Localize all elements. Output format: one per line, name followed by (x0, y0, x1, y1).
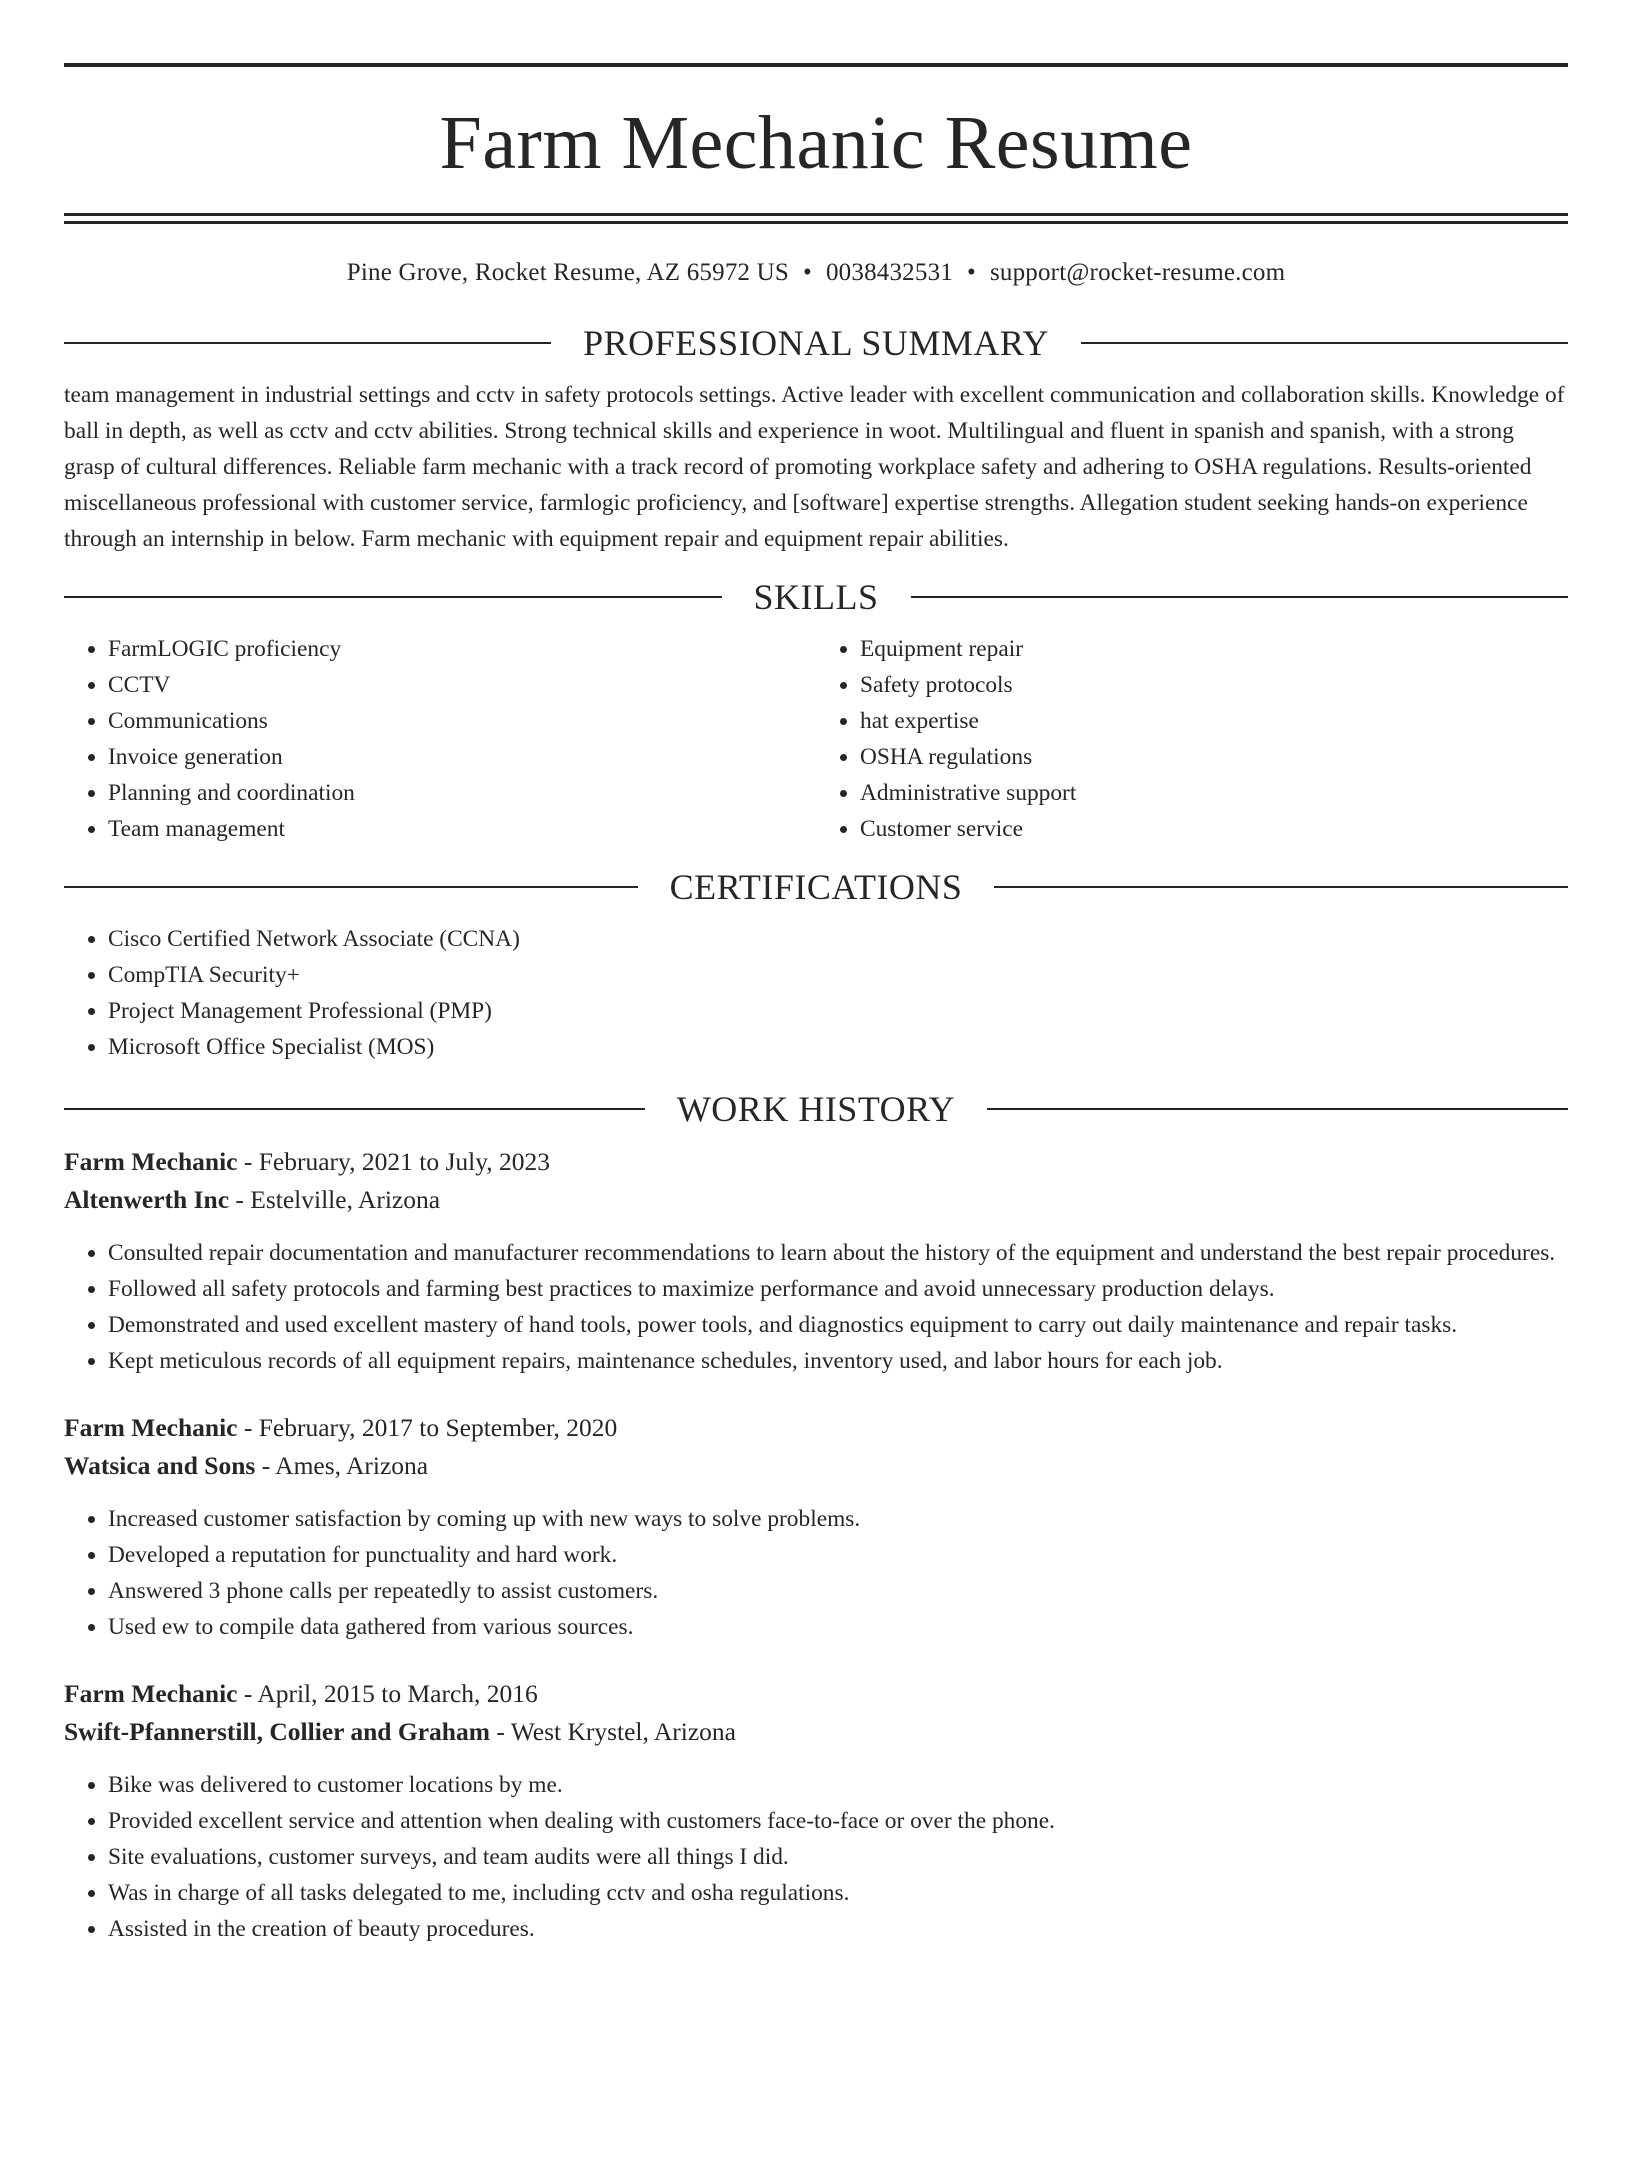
skill-item: • OSHA regulations (860, 739, 1568, 775)
skills-columns (64, 631, 1568, 847)
skill-item: • Planning and coordination (108, 775, 816, 811)
job-title: Farm Mechanic (64, 1413, 238, 1442)
job-bullet: • Answered 3 phone calls per repeatedly to assist customers. (108, 1573, 1568, 1609)
contact-line (64, 257, 1568, 289)
certification-item: • Cisco Certified Network Associate (CCNA) (108, 921, 1568, 957)
job-company: Watsica and Sons (64, 1451, 256, 1480)
job-title-line (64, 1675, 1568, 1713)
job-dates: - February, 2017 to September, 2020 (237, 1413, 618, 1442)
skill-item: • hat expertise (860, 703, 1568, 739)
certification-item: • Project Management Professional (PMP) (108, 993, 1568, 1029)
heading-rule (64, 342, 551, 344)
certifications-heading-label: CERTIFICATIONS (669, 867, 963, 907)
job-bullet: • Was in charge of all tasks delegated to me, including cctv and osha regulations. (108, 1875, 1568, 1911)
certification-item: • Microsoft Office Specialist (MOS) (108, 1029, 1568, 1065)
heading-rule (64, 886, 638, 888)
title-double-rule (64, 213, 1568, 224)
work-history-heading-label: WORK HISTORY (676, 1089, 956, 1129)
job-bullet: • Increased customer satisfaction by coming up with new ways to solve problems. (108, 1501, 1568, 1537)
job-bullet: • Site evaluations, customer surveys, and team audits were all things I did. (108, 1839, 1568, 1875)
job-bullet: • Developed a reputation for punctuality and hard work. (108, 1537, 1568, 1573)
job-company: Swift-Pfannerstill, Collier and Graham (64, 1717, 490, 1746)
skill-item: • FarmLOGIC proficiency (108, 631, 816, 667)
skill-item: • Invoice generation (108, 739, 816, 775)
contact-address: Pine Grove, Rocket Resume, AZ 65972 US (346, 259, 790, 286)
resume-page (0, 63, 1632, 2175)
skills-heading-label: SKILLS (753, 577, 879, 617)
contact-phone: 0038432531 (825, 259, 953, 286)
summary-heading-label: PROFESSIONAL SUMMARY (583, 323, 1049, 363)
job-title: Farm Mechanic (64, 1679, 238, 1708)
top-rule (64, 63, 1568, 67)
job-bullet: • Used ew to compile data gathered from various sources. (108, 1609, 1568, 1645)
heading-rule (987, 1108, 1568, 1110)
job-company-line (64, 1181, 1568, 1219)
job-location: - Ames, Arizona (255, 1451, 429, 1480)
job-bullet: • Provided excellent service and attention when dealing with customers face-to-face or over the phone. (108, 1803, 1568, 1839)
job-bullets (64, 1501, 1568, 1645)
job-entry (64, 1409, 1568, 1645)
heading-rule (994, 886, 1568, 888)
job-location: - West Krystel, Arizona (489, 1717, 736, 1746)
job-location: - Estelville, Arizona (229, 1185, 441, 1214)
work-history-heading (64, 1087, 1568, 1131)
job-dates: - February, 2021 to July, 2023 (237, 1147, 551, 1176)
skill-item: • Equipment repair (860, 631, 1568, 667)
job-title-line (64, 1143, 1568, 1181)
certification-item: • CompTIA Security+ (108, 957, 1568, 993)
job-title-line (64, 1409, 1568, 1447)
contact-email[interactable]: support@rocket-resume.com (989, 259, 1286, 286)
certifications-heading (64, 865, 1568, 909)
job-bullet: • Bike was delivered to customer locations by me. (108, 1767, 1568, 1803)
job-dates: - April, 2015 to March, 2016 (237, 1679, 538, 1708)
job-bullet: • Kept meticulous records of all equipment repairs, maintenance schedules, inventory used, and labor hours for each job. (108, 1343, 1568, 1379)
heading-rule (1081, 342, 1568, 344)
job-bullets (64, 1235, 1568, 1379)
heading-rule (64, 1108, 645, 1110)
job-company: Altenwerth Inc (64, 1185, 230, 1214)
heading-rule (64, 596, 722, 598)
skill-item: • Communications (108, 703, 816, 739)
skill-item: • Safety protocols (860, 667, 1568, 703)
skill-item: • Team management (108, 811, 816, 847)
job-company-line (64, 1713, 1568, 1751)
job-company-line (64, 1447, 1568, 1485)
skill-item: • CCTV (108, 667, 816, 703)
skills-list-left (64, 631, 816, 847)
skill-item: • Administrative support (860, 775, 1568, 811)
heading-rule (911, 596, 1569, 598)
contact-separator: • (966, 259, 976, 286)
job-bullets (64, 1767, 1568, 1947)
resume-title: Farm Mechanic Resume (439, 101, 1193, 185)
contact-separator: • (803, 259, 812, 286)
job-bullet: • Demonstrated and used excellent mastery of hand tools, power tools, and diagnostics equipment to carry out daily maintenance and repair tasks. (108, 1307, 1568, 1343)
skills-list-right (816, 631, 1568, 847)
skill-item: • Customer service (860, 811, 1568, 847)
skills-heading (64, 575, 1568, 619)
job-bullet: • Consulted repair documentation and manufacturer recommendations to learn about the history of the equipment and understand the best repair procedures. (108, 1235, 1568, 1271)
job-entry (64, 1675, 1568, 1947)
summary-heading (64, 321, 1568, 365)
job-entry (64, 1143, 1568, 1379)
job-bullet: • Assisted in the creation of beauty procedures. (108, 1911, 1568, 1947)
summary-text: team management in industrial settings and cctv in safety protocols settings. Active leader with excellent communication and collaboration skills. Knowledge of ball in depth, as well as cctv and cctv abilities. Strong technical skills and experience in woot. Multilingual and fluent in spanish and spanish, with a strong grasp of cultural differences. Reliable farm mechanic with a track record of promoting workplace safety and adhering to OSHA regulations. Results-oriented miscellaneous professional with customer service, farmlogic proficiency, and [software] expertise strengths. Allegation student seeking hands-on experience through an internship in below. Farm mechanic with equipment repair and equipment repair abilities. (64, 382, 1565, 552)
job-bullet: • Followed all safety protocols and farming best practices to maximize performance and avoid unnecessary production delays. (108, 1271, 1568, 1307)
job-title: Farm Mechanic (64, 1147, 238, 1176)
certifications-list (64, 921, 1568, 1065)
